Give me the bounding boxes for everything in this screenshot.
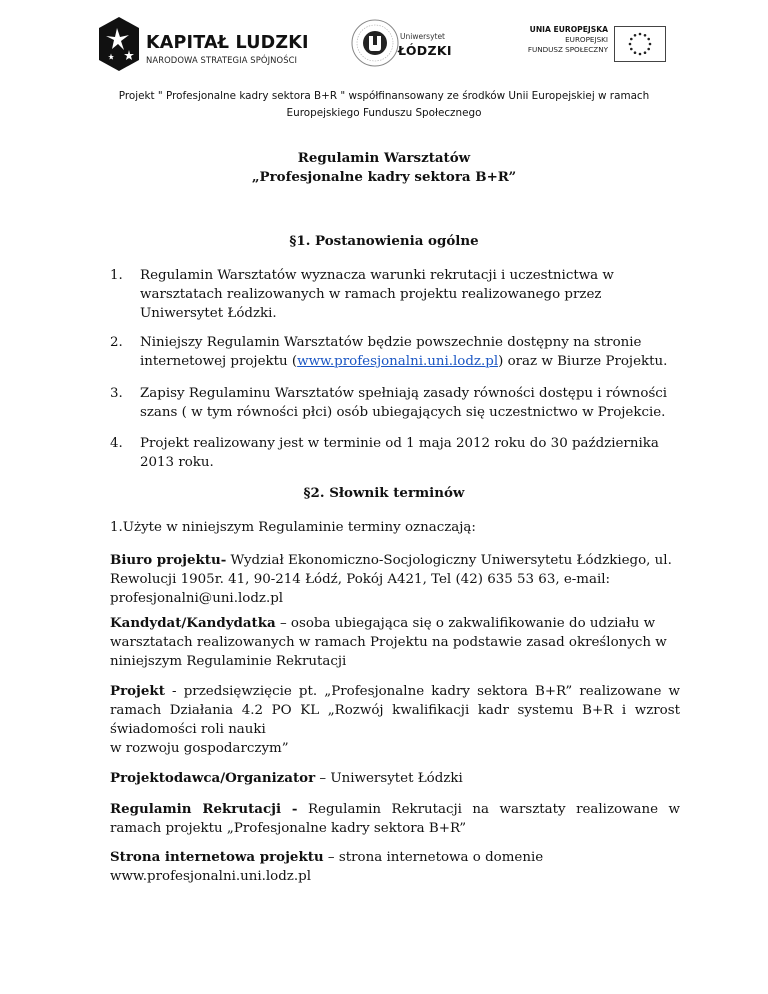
list-item	[110, 384, 685, 422]
unia-europejska-logo	[516, 24, 666, 70]
list-item-text: Regulamin Warsztatów wyznacza warunki rekrutacji i uczestnictwa w warsztatach realizowanych w ramach projektu realizowanego przez Uniwersytet Łódzki.	[140, 268, 614, 321]
kapital-ludzki-title: KAPITAŁ LUDZKI	[146, 33, 309, 53]
list-item-number: 3.	[110, 386, 123, 401]
project-header-line1: Projekt " Profesjonalne kadry sektora B+R " współfinansowany ze środków Unii Europejskiej w ramach	[118, 90, 650, 102]
term-regulamin-rekrutacji	[110, 800, 680, 838]
university-seal-icon	[350, 18, 400, 68]
list-item-number: 4.	[110, 436, 123, 451]
project-header-line2: Europejskiego Funduszu Społecznego	[286, 107, 482, 119]
term-definition: – osoba ubiegająca się o zakwalifikowanie do udziału w warsztatach realizowanych w ramach Projektu na podstawie zasad określonych w niniejszym Regulaminie Rekrutacji	[110, 616, 667, 669]
term-label: Projekt	[110, 683, 165, 699]
term-definition: – strona internetowa o domenie	[323, 850, 544, 865]
term-projekt	[110, 682, 680, 758]
term-label: Projektodawca/Organizator	[110, 770, 316, 786]
ue-label-line1: UNIA EUROPEJSKA	[529, 25, 608, 34]
term-definition: Regulamin Rekrutacji na warsztaty realizowane w ramach projektu „Profesjonalne kadry sektora B+R”	[110, 802, 680, 836]
term-projektodawca	[110, 769, 680, 788]
section1-heading: §1. Postanowienia ogólne	[289, 233, 479, 249]
document-title-line2: „Profesjonalne kadry sektora B+R”	[251, 169, 517, 185]
term-label: Regulamin Rekrutacji -	[110, 801, 298, 817]
kapital-ludzki-subtitle: NARODOWA STRATEGIA SPÓJNOŚCI	[146, 55, 298, 65]
term-biuro-projektu	[110, 551, 680, 608]
list-item-number: 1.	[110, 268, 123, 283]
university-label-name: ŁÓDZKI	[398, 43, 452, 58]
list-item-text: Zapisy Regulaminu Warsztatów spełniają zasady równości dostępu i równości szans ( w tym równości płci) osób ubiegających się uczestnictwo w Projekcie.	[140, 386, 668, 420]
term-strona-internetowa	[110, 848, 680, 886]
term-label: Kandydat/Kandydatka	[110, 615, 276, 631]
project-header	[0, 88, 768, 122]
list-item-text: Projekt realizowany jest w terminie od 1 maja 2012 roku do 30 października 2013 roku.	[140, 436, 659, 470]
term-kandydat	[110, 614, 680, 671]
term-definition: - przedsięwzięcie pt. „Profesjonalne kadry sektora B+R” realizowane w ramach Działania 4.2 PO KL „Rozwój kwalifikacji kadr systemu B+R i wzrost świadomości roli nauki	[110, 684, 680, 737]
logo-bar	[0, 14, 768, 76]
uniwersytet-lodzki-logo	[350, 18, 460, 72]
eu-flag-icon	[614, 26, 666, 62]
list-item-text	[140, 333, 685, 371]
document-title	[0, 149, 768, 187]
term-definition-continued: www.profesjonalni.uni.lodz.pl	[110, 869, 311, 884]
kapital-ludzki-logo	[98, 16, 308, 72]
list-item-text-before: Niniejszy Regulamin Warsztatów będzie powszechnie dostępny na stronie internetowej projektu (	[140, 335, 642, 369]
list-item	[110, 434, 685, 472]
section2-heading: §2. Słownik terminów	[303, 485, 465, 501]
term-label: Biuro projektu-	[110, 552, 227, 568]
university-label-top: Uniwersytet	[400, 32, 445, 41]
list-item	[110, 333, 685, 371]
term-label: Strona internetowa projektu	[110, 849, 324, 865]
list-item	[110, 266, 685, 323]
ue-label	[528, 24, 608, 55]
term-definition-continued: w rozwoju gospodarczym”	[110, 741, 289, 756]
list-item-text-after: ) oraz w Biurze Projektu.	[498, 354, 668, 369]
section2-intro: 1.Użyte w niniejszym Regulaminie terminy oznaczają:	[110, 520, 476, 535]
project-website-link[interactable]: www.profesjonalni.uni.lodz.pl	[297, 354, 499, 369]
document-title-line1: Regulamin Warsztatów	[297, 150, 471, 166]
kapital-ludzki-emblem-icon	[98, 16, 140, 72]
ue-label-line3: FUNDUSZ SPOŁECZNY	[527, 45, 608, 54]
term-definition: – Uniwersytet Łódzki	[315, 771, 463, 786]
term-definition: Wydział Ekonomiczno-Socjologiczny Uniwersytetu Łódzkiego, ul. Rewolucji 1905r. 41, 90-214 Łódź, Pokój A421, Tel (42) 635 53 63, e-mail: profesjonalni@uni.lodz.pl	[110, 553, 672, 606]
list-item-number: 2.	[110, 335, 123, 350]
ue-label-line2: EUROPEJSKI	[565, 35, 608, 44]
